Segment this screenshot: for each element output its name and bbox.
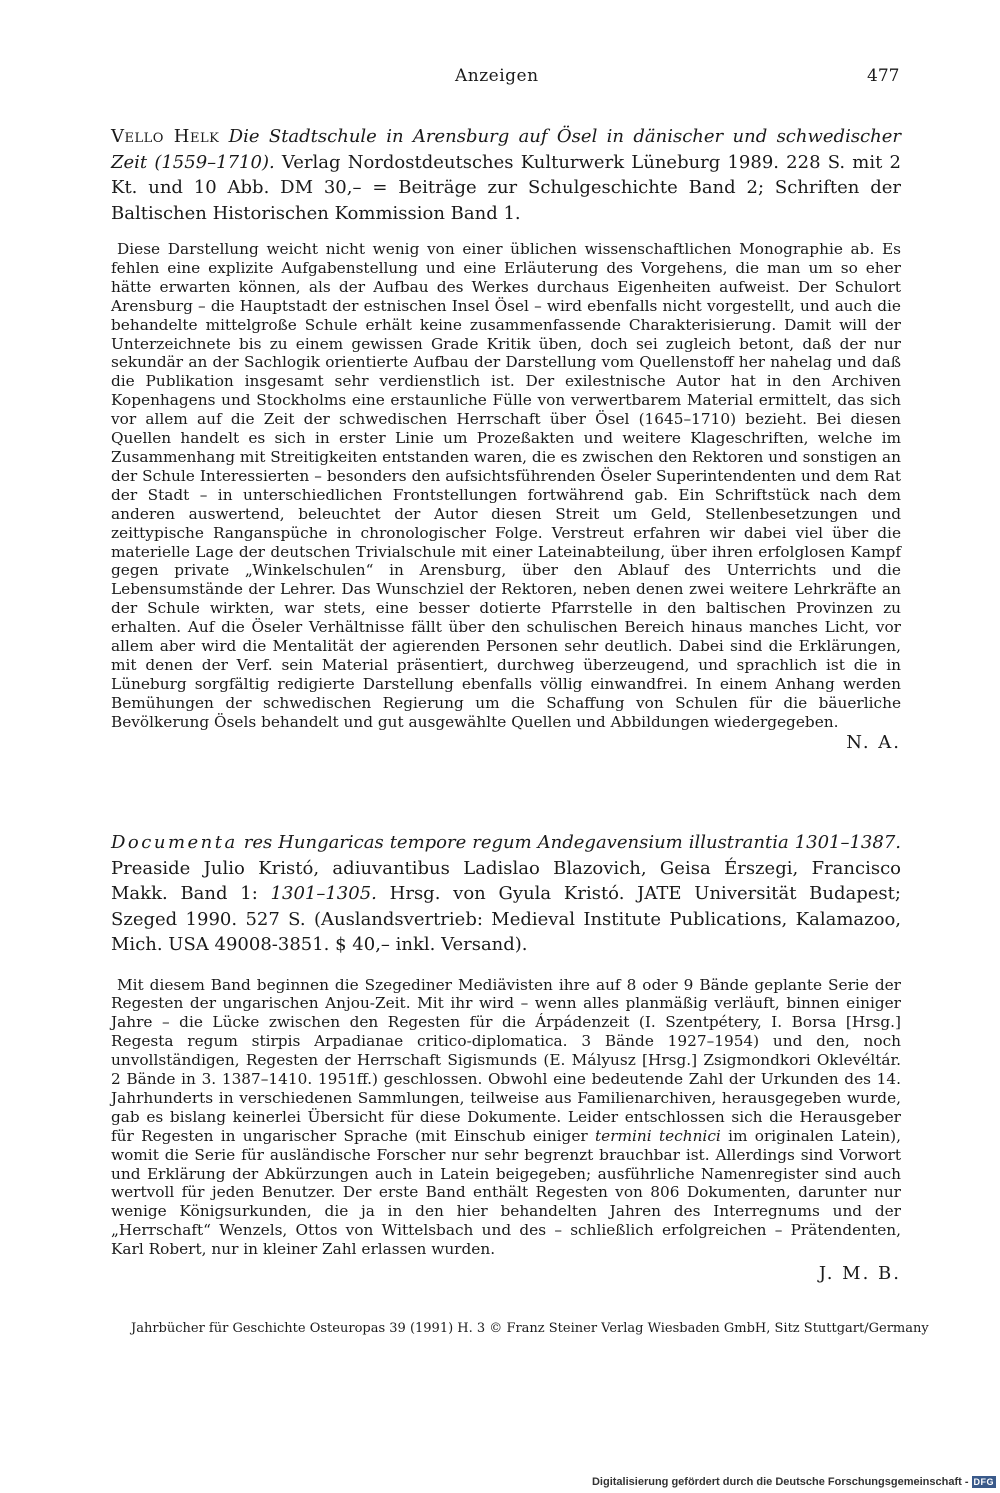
review-2-bibliography: [111, 830, 901, 958]
review-2-body-italic: termini technici: [595, 1126, 721, 1145]
review-2-title-spaced: Documenta: [111, 832, 238, 853]
review-documenta: [111, 830, 901, 1284]
review-2-body-part-2: im originalen Latein), womit die Serie für ausländische Forscher nur sehr begrenzt brauchbar ist. Allerdings sind Vorwort und Erklärung der Abkürzungen auch in Latein beigegeben; ausführliche Namenregister sind auch wertvoll für jeden Benutzer. Der erste Band enthält Regesten von 806 Dokumenten, darunter nur wenige Königsurkunden, die ja in den hier behandelten Jahren des Interregnums und der „Herrschaft“ Wenzels, Ottos von Wittelsbach und des – schließlich erfolgreichen – Prätendenten, Karl Robert, nur in kleiner Zahl erlassen wurden.: [111, 1126, 901, 1259]
review-1-publication: Verlag Nordostdeutsches Kulturwerk Lüneburg 1989. 228 S. mit 2 Kt. und 10 Abb. DM 30,– = Beiträge zur Schulgeschichte Band 2; Schriften der Baltischen Historischen Kommission Band 1.: [111, 151, 901, 224]
review-2-title: res Hungaricas tempore regum Andegavensium illustrantia 1301–1387.: [243, 832, 902, 853]
dfg-credit: [592, 1476, 996, 1488]
review-2-publication-2: Hrsg. von Gyula Kristó. JATE Universität Budapest; Szeged 1990. 527 S. (Auslandsvertrieb: Medieval Institute Publications, Kalamazoo, Mich. USA 49008-3851. $ 40,– inkl. Versand).: [111, 883, 901, 955]
dfg-logo: DFG: [973, 1477, 994, 1487]
review-2-publication-1: Preaside Julio Kristó, adiuvantibus Ladislao Blazovich, Geisa Érszegi, Francisco Makk. Band 1:: [111, 857, 901, 904]
journal-footer: Jahrbücher für Geschichte Osteuropas 39 (1991) H. 3 © Franz Steiner Verlag Wiesbaden GmbH, Sitz Stuttgart/Germany: [131, 1321, 929, 1336]
review-helk: [111, 124, 901, 753]
review-1-signature: N. A.: [846, 731, 901, 753]
review-1-title: Die Stadtschule in Arensburg auf Ösel in dänischer und schwedischer Zeit (1559–1710).: [111, 126, 901, 173]
review-1-body: Diese Darstellung weicht nicht wenig von einer üblichen wissenschaftlichen Monographie ab. Es fehlen eine explizite Aufgabenstellung und eine Erläuterung des Vorgehens, die man um so eher hätte erwarten können, als der Aufbau des Werkes durchaus Eigenheiten aufweist. Der Schulort Arensburg – die Hauptstadt der estnischen Insel Ösel – wird ebenfalls nicht vorgestellt, und auch die behandelte mittelgroße Schule erhält keine zusammenfassende Charakterisierung. Damit will der Unterzeichnete bis zu einem gewissen Grade Kritik üben, doch sei zugleich betont, daß der nur sekundär an der Sachlogik orientierte Aufbau der Darstellung vom Quellenstoff her nahelag und daß die Publikation insgesamt sehr verdienstlich ist. Der exilestnische Autor hat in den Archiven Kopenhagens und Stockholms eine erstaunliche Fülle von verwertbarem Material ermittelt, das sich vor allem auf die Zeit der schwedischen Herrschaft über Ösel (1645–1710) bezieht. Bei diesen Quellen handelt es sich in erster Linie um Prozeßakten und weitere Klageschriften, welche im Zusammenhang mit Streitigkeiten entstanden waren, die es zwischen den Rektoren und sonstigen an der Schule Interessierten – besonders den aufsichtsführenden Öseler Superintendenten und dem Rat der Stadt – in unterschiedlichen Frontstellungen fortwährend gab. Ein Schriftstück nach dem anderen auswertend, beleuchtet der Autor diesen Streit um Geld, Stellenbesetzungen und zeittypische Ranganspüche in chronologischer Folge. Verstreut erfahren wir dabei viel über die materielle Lage der deutschen Trivialschule mit einer Lateinabteilung, über ihren erfolglosen Kampf gegen private „Winkelschulen“ in Arensburg, über den Ablauf des Unterrichts und die Lebensumstände der Lehrer. Das Wunschziel der Rektoren, neben denen zwei weitere Lehrkräfte an der Schule wirkten, war stets, eine besser dotierte Pfarrstelle in den baltischen Provinzen zu erhalten. Auf die Öseler Verhältnisse fällt über den schulischen Bereich hinaus manches Licht, vor allem aber wird die Mentalität der agierenden Personen sehr deutlich. Dabei sind die Erklärungen, mit denen der Verf. sein Material präsentiert, durchweg überzeugend, und sprachlich ist die in Lüneburg sorgfältig redigierte Darstellung ebenfalls völlig einwandfrei. In einem Anhang werden Bemühungen der schwedischen Regierung um die Schaffung von Schulen für die bäuerliche Bevölkerung Ösels behandelt und gut ausgewählte Quellen und Abbildungen wiedergegeben.: [111, 240, 901, 731]
dfg-credit-text: Digitalisierung gefördert durch die Deutsche Forschungsgemeinschaft -: [591, 1476, 969, 1488]
review-2-body: [111, 976, 901, 1260]
review-2-body-part-1: Mit diesem Band beginnen die Szegediner Mediävisten ihre auf 8 oder 9 Bände geplante Serie der Regesten der ungarischen Anjou-Zeit. Mit ihr wird – wenn alles planmäßig verläuft, binnen einiger Jahre – die Lücke zwischen den Regesten für die Árpádenzeit (I. Szentpétery, I. Borsa [Hrsg.] Regesta regum stirpis Arpadianae critico-diplomatica. 3 Bände 1927–1954) und den, noch unvollständigen, Regesten der Herrschaft Sigismunds (E. Mályusz [Hrsg.] Zsigmondkori Oklevéltár. 2 Bände in 3. 1387–1410. 1951ff.) geschlossen. Obwohl eine bedeutende Zahl der Urkunden des 14. Jahrhunderts in verschiedenen Sammlungen, teilweise aus Familienarchiven, herausgegeben wurde, gab es bislang keinerlei Übersicht für diese Dokumente. Leider entschlossen sich die Herausgeber für Regesten in ungarischer Sprache (mit Einschub einiger: [111, 975, 901, 1145]
review-2-signature: J. M. B.: [818, 1263, 901, 1285]
running-head: Anzeigen: [455, 66, 539, 86]
review-1-author: Vello Helk: [111, 126, 220, 147]
page-number: 477: [867, 66, 900, 86]
review-1-bibliography: [111, 124, 901, 226]
review-2-volume-range: 1301–1305.: [270, 883, 377, 904]
